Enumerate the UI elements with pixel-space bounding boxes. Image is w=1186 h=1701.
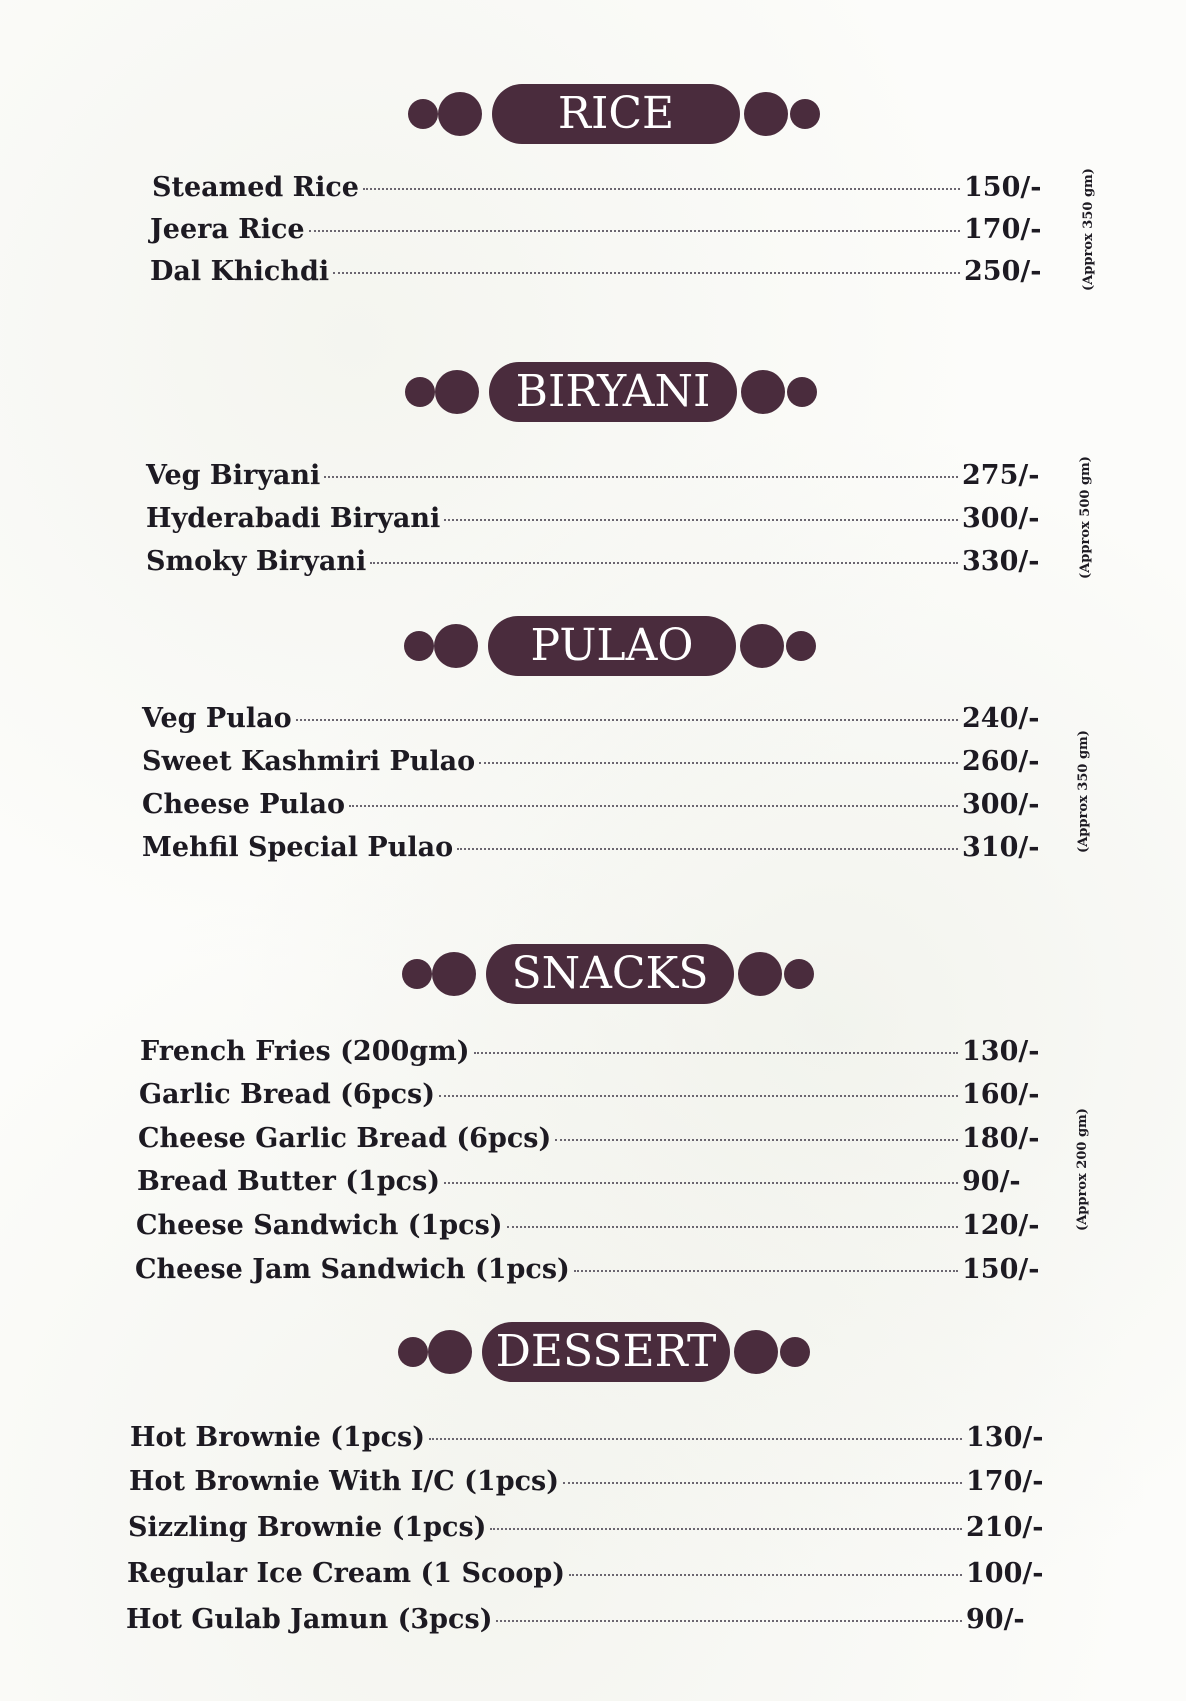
item-price: 130/- (962, 1036, 1040, 1067)
dot-leader (429, 1438, 962, 1440)
section-header-pulao (404, 616, 824, 676)
item-price: 170/- (966, 1466, 1044, 1497)
item-name: French Fries (200gm) (140, 1036, 470, 1067)
item-name: Steamed Rice (152, 172, 359, 203)
item-price: 180/- (962, 1123, 1040, 1154)
menu-item (135, 1254, 1042, 1294)
decor-dot (438, 92, 482, 136)
item-name: Bread Butter (1pcs) (137, 1166, 441, 1197)
decor-dot (405, 377, 435, 407)
decor-dot (744, 92, 788, 136)
dot-leader (296, 719, 958, 721)
dot-leader (444, 519, 958, 521)
item-name: Sizzling Brownie (1pcs) (128, 1512, 487, 1543)
item-price: 90/- (966, 1604, 1025, 1635)
item-name: Smoky Biryani (146, 546, 367, 577)
item-price: 120/- (962, 1210, 1040, 1241)
item-name: Cheese Sandwich (1pcs) (136, 1210, 503, 1241)
dot-leader (309, 230, 960, 232)
portion-note: (Approx 350 gm) (1075, 730, 1091, 853)
decor-dot (790, 99, 820, 129)
dot-leader (507, 1226, 958, 1228)
section-header-rice (408, 84, 828, 144)
item-name: Garlic Bread (6pcs) (139, 1079, 435, 1110)
item-price: 260/- (962, 746, 1040, 777)
dot-leader (363, 188, 960, 190)
menu-item (130, 1422, 1046, 1462)
menu-item (146, 460, 1042, 500)
item-name: Regular Ice Cream (1 Scoop) (127, 1558, 566, 1589)
menu-item (142, 746, 1042, 786)
dot-leader (349, 805, 958, 807)
dot-leader (439, 1095, 958, 1097)
dot-leader (555, 1139, 958, 1141)
item-name: Cheese Jam Sandwich (1pcs) (135, 1254, 570, 1285)
item-name: Sweet Kashmiri Pulao (142, 746, 476, 777)
portion-note: (Approx 500 gm) (1077, 456, 1093, 579)
portion-note: (Approx 350 gm) (1080, 168, 1096, 291)
item-name: Cheese Pulao (142, 789, 345, 820)
menu-item (150, 256, 1044, 296)
dot-leader (457, 848, 958, 850)
item-price: 240/- (962, 703, 1040, 734)
menu-item (136, 1210, 1042, 1250)
dot-leader (490, 1528, 962, 1530)
section-title: PULAO (488, 616, 736, 676)
section-header-dessert (398, 1322, 818, 1382)
item-price: 310/- (962, 832, 1040, 863)
item-name: Dal Khichdi (150, 256, 330, 287)
decor-dot (784, 959, 814, 989)
item-name: Hot Gulab Jamun (3pcs) (126, 1604, 493, 1635)
item-price: 330/- (962, 546, 1040, 577)
dot-leader (574, 1270, 958, 1272)
decor-dot (408, 99, 438, 129)
item-name: Cheese Garlic Bread (6pcs) (138, 1123, 552, 1154)
decor-dot (434, 624, 478, 668)
decor-dot (435, 370, 479, 414)
dot-leader (479, 762, 958, 764)
decor-dot (740, 624, 784, 668)
item-price: 160/- (962, 1079, 1040, 1110)
section-title: RICE (492, 84, 740, 144)
menu-item (146, 503, 1042, 543)
decor-dot (428, 1330, 472, 1374)
menu-item (140, 1036, 1042, 1076)
section-header-snacks (402, 944, 822, 1004)
section-title: SNACKS (486, 944, 734, 1004)
decor-dot (786, 631, 816, 661)
menu-item (139, 1079, 1042, 1119)
item-name: Hot Brownie (1pcs) (130, 1422, 426, 1453)
menu-item (128, 1512, 1046, 1552)
dot-leader (563, 1482, 962, 1484)
item-price: 275/- (962, 460, 1040, 491)
dot-leader (324, 476, 958, 478)
item-price: 210/- (966, 1512, 1044, 1543)
item-price: 250/- (964, 256, 1042, 287)
menu-item (138, 1123, 1042, 1163)
menu-item (129, 1466, 1046, 1506)
decor-dot (741, 370, 785, 414)
dot-leader (569, 1574, 962, 1576)
item-price: 170/- (964, 214, 1042, 245)
decor-dot (787, 377, 817, 407)
menu-item (142, 832, 1042, 872)
decor-dot (738, 952, 782, 996)
dot-leader (496, 1620, 962, 1622)
item-name: Veg Biryani (146, 460, 321, 491)
menu-item (137, 1166, 1042, 1206)
section-title: BIRYANI (489, 362, 737, 422)
item-price: 150/- (962, 1254, 1040, 1285)
dot-leader (370, 562, 958, 564)
item-name: Jeera Rice (150, 214, 305, 245)
menu-item (126, 1604, 1046, 1644)
dot-leader (474, 1052, 958, 1054)
item-name: Veg Pulao (142, 703, 292, 734)
menu-item (146, 546, 1042, 586)
item-price: 300/- (962, 503, 1040, 534)
decor-dot (404, 631, 434, 661)
decor-dot (780, 1337, 810, 1367)
item-price: 150/- (964, 172, 1042, 203)
dot-leader (333, 272, 960, 274)
dot-leader (444, 1182, 958, 1184)
menu-item (127, 1558, 1046, 1598)
item-price: 90/- (962, 1166, 1021, 1197)
decor-dot (734, 1330, 778, 1374)
decor-dot (402, 959, 432, 989)
decor-dot (398, 1337, 428, 1367)
item-price: 130/- (966, 1422, 1044, 1453)
item-price: 300/- (962, 789, 1040, 820)
portion-note: (Approx 200 gm) (1074, 1108, 1090, 1231)
decor-dot (432, 952, 476, 996)
section-title: DESSERT (482, 1322, 730, 1382)
menu-item (142, 703, 1042, 743)
section-header-biryani (405, 362, 825, 422)
menu-item (150, 214, 1044, 254)
item-price: 100/- (966, 1558, 1044, 1589)
item-name: Hyderabadi Biryani (146, 503, 441, 534)
menu-item (142, 789, 1042, 829)
item-name: Mehfil Special Pulao (142, 832, 454, 863)
menu-item (152, 172, 1044, 212)
item-name: Hot Brownie With I/C (1pcs) (129, 1466, 559, 1497)
